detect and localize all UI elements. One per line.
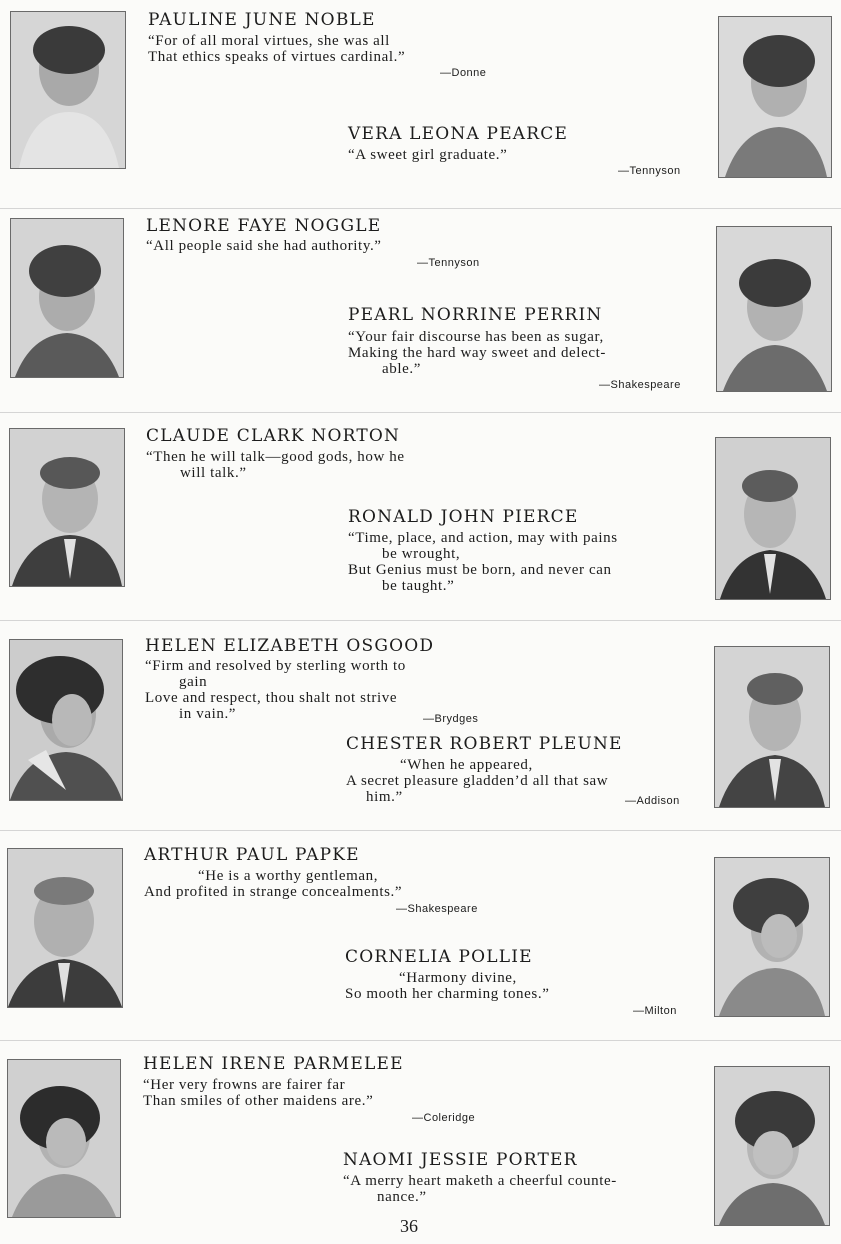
quote-line: “For of all moral virtues, she was all [148, 33, 390, 49]
portrait-photo-claude-clark-norton [9, 428, 125, 587]
student-name: LENORE FAYE NOGGLE [146, 216, 382, 236]
quote-line: in vain.” [179, 706, 237, 722]
student-quote [343, 1173, 617, 1205]
student-name: CLAUDE CLARK NORTON [146, 426, 401, 446]
quote-line: “All people said she had authority.” [146, 238, 382, 254]
quote-line: “A sweet girl graduate.” [348, 147, 508, 163]
student-name: VERA LEONA PEARCE [348, 124, 569, 144]
student-quote [146, 238, 382, 254]
quote-attribution: —Coleridge [412, 1112, 476, 1124]
student-name: NAOMI JESSIE PORTER [343, 1150, 578, 1170]
quote-line: nance.” [377, 1189, 427, 1205]
portrait-photo-pearl-norrine-perrin [716, 226, 832, 392]
quote-line: But Genius must be born, and never can [348, 562, 612, 578]
section-divider [0, 412, 841, 413]
quote-line: Than smiles of other maidens are.” [143, 1093, 374, 1109]
portrait-photo-naomi-jessie-porter [714, 1066, 830, 1226]
student-name: CHESTER ROBERT PLEUNE [346, 734, 623, 754]
quote-line: “Firm and resolved by sterling worth to [145, 658, 406, 674]
quote-line: That ethics speaks of virtues cardinal.” [148, 49, 406, 65]
student-quote [345, 970, 549, 1002]
page-number: 36 [400, 1216, 418, 1236]
portrait-photo-cornelia-pollie [714, 857, 830, 1017]
quote-line: will talk.” [180, 465, 247, 481]
section-divider [0, 620, 841, 621]
student-name: PAULINE JUNE NOBLE [148, 10, 376, 30]
quote-attribution: —Addison [625, 795, 680, 807]
student-name: HELEN ELIZABETH OSGOOD [145, 636, 435, 656]
quote-attribution: —Tennyson [417, 257, 480, 269]
student-quote [146, 449, 405, 481]
student-quote [348, 329, 606, 377]
student-quote [144, 868, 402, 900]
section-divider [0, 1040, 841, 1041]
student-name: PEARL NORRINE PERRIN [348, 305, 603, 325]
quote-line: “Time, place, and action, may with pains [348, 530, 618, 546]
quote-attribution: —Tennyson [618, 165, 681, 177]
quote-line: him.” [366, 789, 403, 805]
student-quote [143, 1077, 373, 1109]
quote-line: So mooth her charming tones.” [345, 986, 550, 1002]
portrait-photo-vera-leona-pearce [718, 16, 832, 178]
quote-line: “Her very frowns are fairer far [143, 1077, 346, 1093]
portrait-photo-chester-robert-pleune [714, 646, 830, 808]
quote-line: “He is a worthy gentleman, [198, 868, 379, 884]
quote-attribution: —Shakespeare [599, 379, 681, 391]
student-quote [348, 530, 618, 594]
quote-line: be wrought, [382, 546, 461, 562]
quote-line: able.” [382, 361, 421, 377]
quote-line: gain [179, 674, 208, 690]
quote-line: Love and respect, thou shalt not strive [145, 690, 398, 706]
student-quote [145, 658, 406, 722]
quote-attribution: —Milton [633, 1005, 677, 1017]
quote-line: be taught.” [382, 578, 455, 594]
quote-attribution: —Donne [440, 67, 487, 79]
section-divider [0, 830, 841, 831]
quote-line: “Then he will talk—good gods, how he [146, 449, 405, 465]
student-name: ARTHUR PAUL PAPKE [144, 845, 360, 865]
student-name: RONALD JOHN PIERCE [348, 507, 579, 527]
quote-attribution: —Brydges [423, 713, 479, 725]
student-quote [346, 757, 608, 805]
student-name: CORNELIA POLLIE [345, 947, 533, 967]
quote-line: And profited in strange concealments.” [144, 884, 403, 900]
portrait-photo-helen-elizabeth-osgood [9, 639, 123, 801]
portrait-photo-helen-irene-parmelee [7, 1059, 121, 1218]
student-quote [348, 147, 507, 163]
quote-line: “Harmony divine, [399, 970, 517, 986]
section-divider [0, 208, 841, 209]
quote-line: Making the hard way sweet and delect- [348, 345, 606, 361]
student-name: HELEN IRENE PARMELEE [143, 1054, 404, 1074]
quote-line: A secret pleasure gladden’d all that saw [346, 773, 609, 789]
quote-attribution: —Shakespeare [396, 903, 478, 915]
quote-line: “When he appeared, [400, 757, 533, 773]
portrait-photo-lenore-faye-noggle [10, 218, 124, 378]
portrait-photo-arthur-paul-papke [7, 848, 123, 1008]
quote-line: “A merry heart maketh a cheerful counte- [343, 1173, 617, 1189]
portrait-photo-pauline-june-noble [10, 11, 126, 169]
quote-line: “Your fair discourse has been as sugar, [348, 329, 604, 345]
portrait-photo-ronald-john-pierce [715, 437, 831, 600]
student-quote [148, 33, 405, 65]
